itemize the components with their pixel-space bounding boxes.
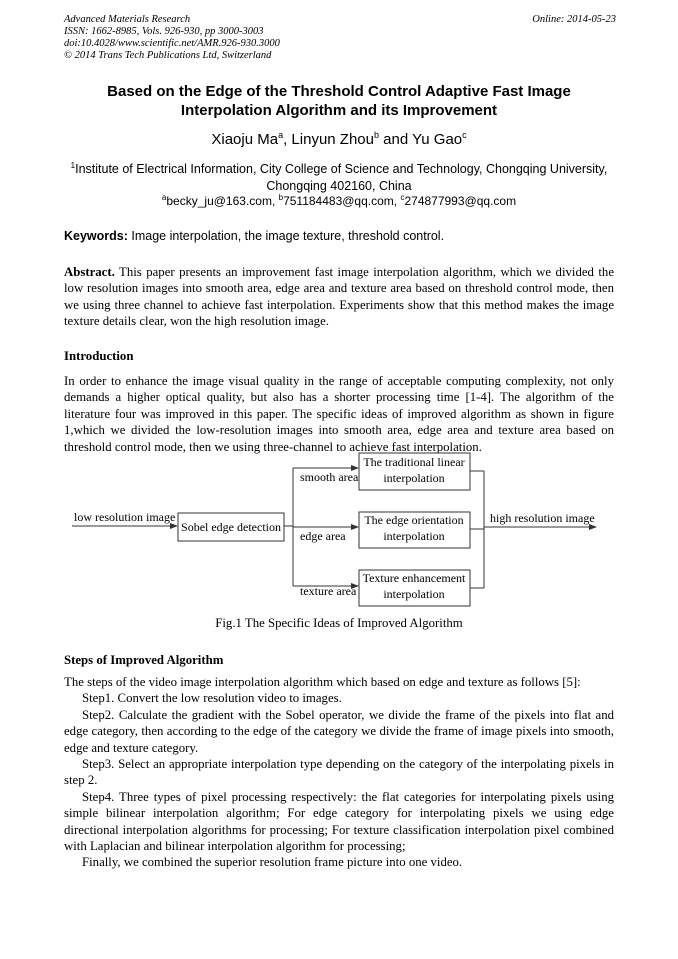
author-sup: b (373, 130, 379, 140)
step-item: Step4. Three types of pixel processing respectively: the flat categories for interpolating pixels using simple bilinear interpolation algorithm; For edge category for interpolating pixels we using edge directional interpolation algorithms for processing; For texture classification interpolation pixel combined with Laplacian and bilinear interpolation algorithm for processing; (64, 789, 614, 854)
separator: , (283, 131, 292, 148)
author-name: Linyun Zhou (291, 131, 374, 148)
box-label: interpolation (383, 587, 445, 601)
email-sup: b (278, 193, 284, 202)
issn: ISSN: 1662-8985, Vols. 926-930, pp 3000-3003 (64, 26, 264, 37)
separator: and (379, 131, 413, 148)
email-sup: c (400, 193, 405, 202)
authors (64, 130, 614, 148)
email[interactable]: 751184483@qq.com (283, 194, 394, 208)
journal-name: Advanced Materials Research (64, 14, 191, 25)
keywords (64, 229, 444, 243)
author-name: Xiaoju Ma (211, 131, 279, 148)
paragraph: In order to enhance the image visual quality in the range of acceptable computing complexity, not only demands a higher optical quality, but also has a shorter processing time [1-4]. The algorithm of the literature four was improved in this paper. The specific ideas of improved algorithm as shown in figure 1,which we divided the low-resolution images into smooth area, edge area and texture area based on threshold control mode, then we using three-channel to achieve fast interpolation. (64, 374, 614, 454)
section-heading: Steps of Improved Algorithm (64, 653, 224, 667)
box-label: Texture enhancement (362, 571, 466, 585)
keywords-label: Keywords: (64, 229, 128, 243)
step-item: Finally, we combined the superior resolution frame picture into one video. (82, 855, 463, 870)
sobel-label: Sobel edge detection (181, 520, 281, 534)
author-name: Yu Gao (412, 131, 463, 148)
doi-link[interactable]: doi:10.4028/www.scientific.net/AMR.926-930.3000 (64, 38, 280, 49)
affiliation-line: Institute of Electrical Information, City College of Science and Technology, Chongqing University, (75, 162, 608, 177)
title-line: Based on the Edge of the Threshold Control Adaptive Fast Image (107, 83, 571, 100)
author-sup: c (462, 130, 467, 140)
box-label: The traditional linear (363, 455, 465, 469)
input-label: low resolution image (74, 510, 176, 524)
email[interactable]: 274877993@qq.com (404, 194, 517, 208)
paper-title (64, 82, 614, 120)
email-sup: a (161, 193, 167, 202)
author-sup: a (278, 130, 284, 140)
section-heading: Introduction (64, 349, 134, 363)
branch-label: texture area (300, 584, 357, 598)
step-item: Step1. Convert the low resolution video to images. (82, 691, 342, 706)
abstract (64, 264, 614, 330)
paragraph: The steps of the video image interpolation algorithm which based on edge and texture as follows [5]: (64, 675, 581, 689)
keywords-text: Image interpolation, the image texture, threshold control. (127, 229, 445, 243)
figure-caption: Fig.1 The Specific Ideas of Improved Algorithm (215, 616, 463, 630)
online-date: Online: 2014-05-23 (532, 14, 616, 25)
box-label: interpolation (383, 471, 445, 485)
emails: $^a$becky_ju@163.com, $^b$751184483@qq.com, $^c$274877993@qq.com (161, 193, 517, 208)
affiliation-line: Chongqing 402160, China (266, 179, 412, 194)
title-line: Interpolation Algorithm and its Improvement (180, 102, 498, 119)
journal-header (64, 14, 280, 62)
affiliation-sup: 1 (70, 161, 76, 170)
abstract-text: This paper presents an improvement fast image interpolation algorithm, which we divided the low resolution images into smooth area, edge area and texture area based on threshold control mode, then we using three channel to achieve fast interpolation. Experiments show that this method makes the image texture details clear, won the high resolution image. (64, 265, 614, 329)
output-label: high resolution image (490, 511, 595, 525)
email[interactable]: becky_ju@163.com (166, 194, 272, 208)
abstract-label: Abstract. (64, 265, 115, 279)
copyright: © 2014 Trans Tech Publications Ltd, Switzerland (64, 50, 272, 61)
box-label: interpolation (383, 529, 445, 543)
branch-label: smooth area (300, 470, 359, 484)
step-item: Step2. Calculate the gradient with the Sobel operator, we divide the frame of the pixels into flat and edge category, then according to the edge of the category we divide the frame of image pixels into smooth, edge and texture category. (64, 707, 614, 755)
box-label: The edge orientation (364, 513, 464, 527)
steps-text (64, 674, 614, 871)
figure-1-diagram (0, 440, 678, 612)
affiliation (64, 157, 614, 195)
branch-label: edge area (300, 529, 346, 543)
step-item: Step3. Select an appropriate interpolation type depending on the category of the interpolating pixels in step 2. (64, 757, 614, 788)
